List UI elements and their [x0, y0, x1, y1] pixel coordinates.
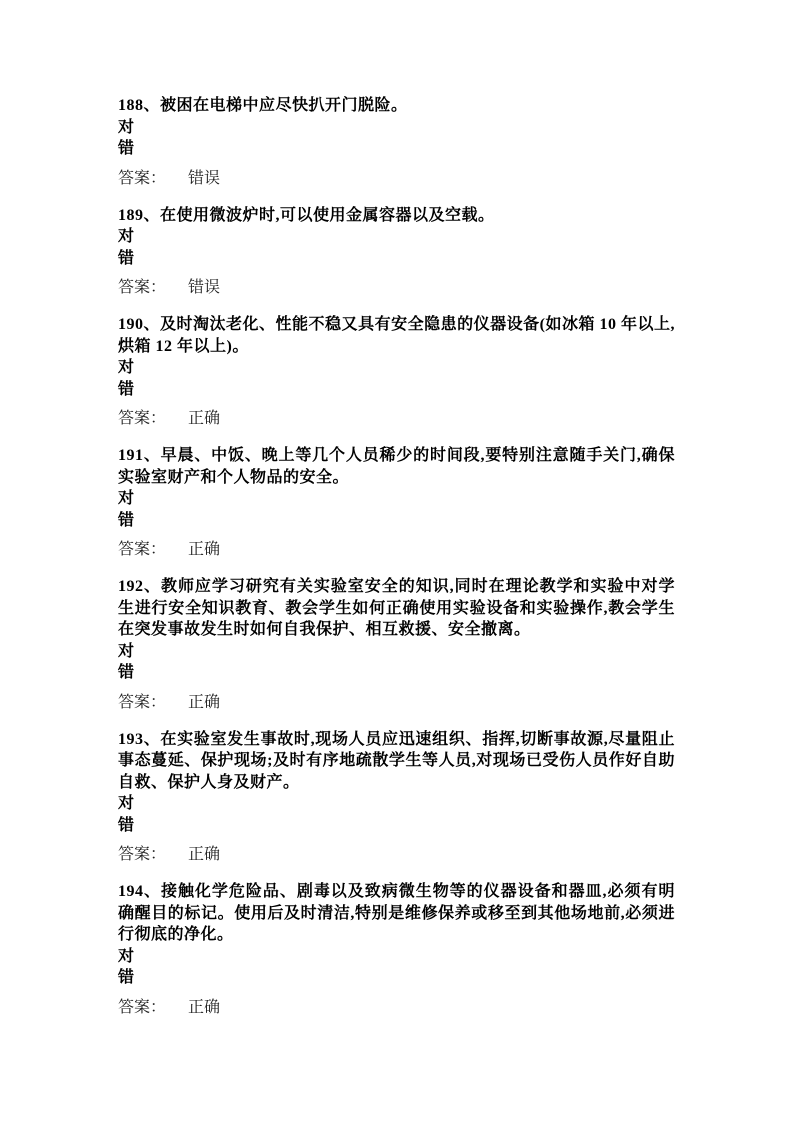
option-true: 对 [118, 228, 135, 245]
option-false: 错 [118, 249, 135, 267]
question-body: 早晨、中饭、晚上等几个人员稀少的时间段,要特别注意随手关门,确保实验室财产和个人物品的安全。 [118, 447, 675, 486]
question-number: 193、 [118, 730, 161, 748]
answer-label: 答案： [118, 846, 167, 863]
question-number: 191、 [118, 447, 161, 464]
question-block-190 [118, 314, 675, 429]
option-false: 错 [118, 511, 135, 529]
answer-label: 答案： [118, 279, 167, 296]
option-false: 错 [118, 969, 135, 986]
option-true: 对 [118, 947, 135, 965]
answer-value: 错误 [188, 169, 221, 187]
question-block-193 [118, 729, 675, 866]
answer-label: 答案： [118, 541, 167, 558]
option-true: 对 [118, 795, 135, 812]
question-text [118, 881, 675, 946]
option-true: 对 [118, 490, 135, 507]
answer-line [118, 277, 675, 298]
question-number: 190、 [118, 316, 161, 333]
answer-label: 答案： [118, 693, 167, 711]
option-true: 对 [118, 359, 135, 376]
question-body: 被困在电梯中应尽快扒开门脱险。 [160, 97, 408, 114]
answer-value: 正确 [188, 693, 221, 711]
option-true: 对 [118, 642, 135, 660]
question-block-191 [118, 445, 675, 560]
question-body: 教师应学习研究有关实验室安全的知识,同时在理论教学和实验中对学生进行安全知识教育、教会学生如何正确使用实验设备和实验操作,教会学生在突发事故发生时如何自我保护、相互救援、安全撤离。 [118, 578, 675, 638]
question-number: 194、 [118, 883, 161, 900]
question-block-189 [118, 205, 675, 299]
answer-line [118, 997, 675, 1018]
answer-value: 错误 [188, 279, 221, 296]
option-true: 对 [118, 118, 135, 136]
answer-label: 答案： [118, 410, 167, 427]
question-number: 189、 [118, 206, 161, 224]
answer-line [118, 692, 675, 713]
answer-line [118, 408, 675, 429]
question-block-194 [118, 881, 675, 1018]
answer-label: 答案： [118, 998, 167, 1016]
option-false: 错 [118, 664, 135, 681]
question-text [118, 576, 675, 641]
answer-value: 正确 [188, 410, 221, 427]
question-text [118, 314, 675, 357]
question-block-192 [118, 576, 675, 713]
question-text [118, 445, 675, 488]
question-block-188 [118, 95, 675, 189]
question-number: 192、 [118, 578, 161, 595]
question-body: 接触化学危险品、剧毒以及致病微生物等的仪器设备和器皿,必须有明确醒目的标记。使用后及时清洁,特别是维修保养或移至到其他场地前,必须进行彻底的净化。 [118, 883, 675, 943]
answer-line [118, 539, 675, 560]
question-body: 在实验室发生事故时,现场人员应迅速组织、指挥,切断事故源,尽量阻止事态蔓延、保护现场;及时有序地疏散学生等人员,对现场已受伤人员作好自助自救、保护人身及财产。 [118, 730, 675, 791]
question-text [118, 729, 675, 794]
question-number: 188、 [118, 97, 161, 114]
answer-value: 正确 [188, 998, 221, 1016]
option-false: 错 [118, 380, 135, 398]
question-body: 在使用微波炉时,可以使用金属容器以及空载。 [160, 206, 495, 224]
answer-label: 答案： [118, 169, 167, 187]
question-body: 及时淘汰老化、性能不稳又具有安全隐患的仪器设备(如冰箱 10 年以上,烘箱 12 年以上)。 [118, 316, 675, 355]
question-text [118, 205, 675, 227]
answer-value: 正确 [188, 541, 221, 558]
option-false: 错 [118, 140, 135, 157]
option-false: 错 [118, 816, 135, 834]
answer-line [118, 844, 675, 865]
answer-value: 正确 [188, 846, 221, 863]
answer-line [118, 168, 675, 189]
question-text [118, 95, 675, 117]
